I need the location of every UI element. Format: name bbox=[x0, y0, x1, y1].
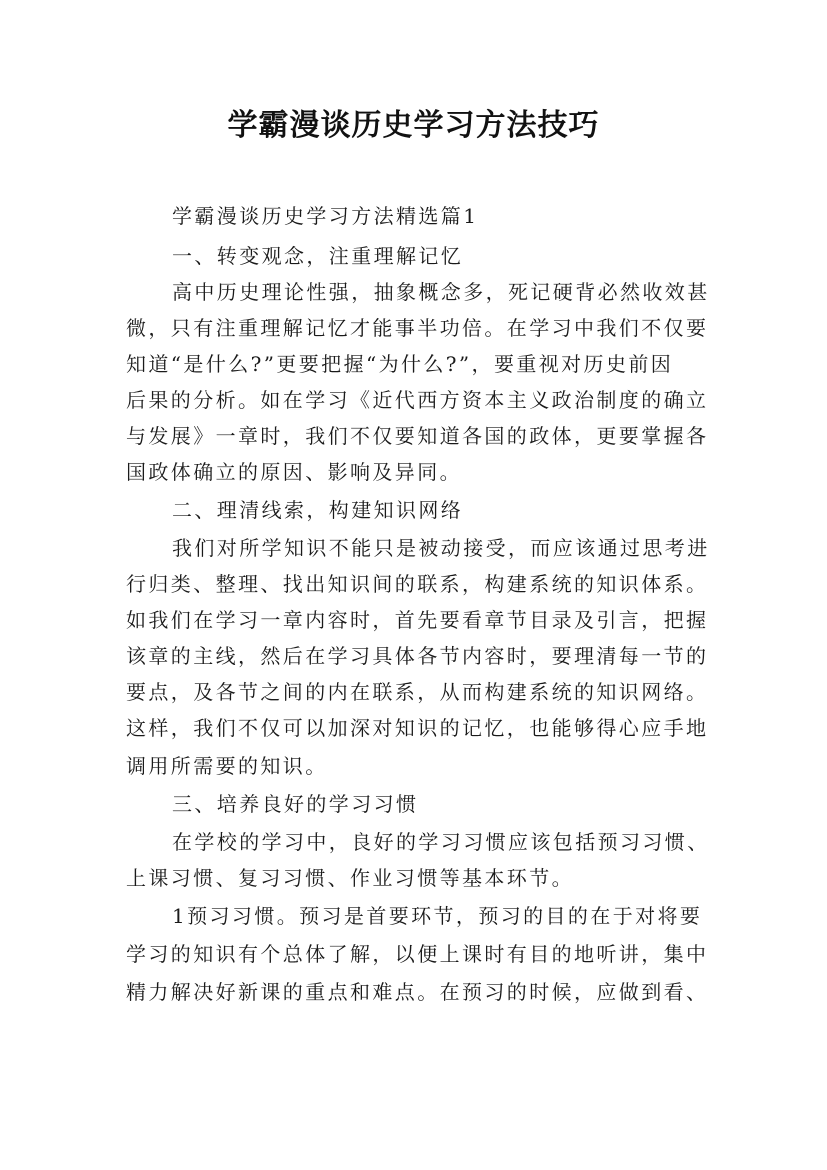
body-line: 如我们在学习一章内容时，首先要看章节目录及引言，把握 bbox=[126, 608, 709, 632]
section-heading: 二、理清线索，构建知识网络 bbox=[172, 498, 464, 522]
body-line: 我们对所学知识不能只是被动接受，而应该通过思考进 bbox=[172, 536, 710, 560]
body-line: 该章的主线，然后在学习具体各节内容时，要理清每一节的 bbox=[126, 644, 709, 668]
body-line: 学霸漫谈历史学习方法精选篇1 bbox=[172, 204, 479, 228]
body-line: 行归类、整理、找出知识间的联系，构建系统的知识体系。 bbox=[126, 572, 709, 596]
body-line: 后果的分析。如在学习《近代西方资本主义政治制度的确立 bbox=[126, 388, 709, 412]
body-line: 知道“是什么?”更要把握“为什么?”，要重视对历史前因 bbox=[126, 352, 674, 376]
body-line: 1预习习惯。预习是首要环节，预习的目的在于对将要 bbox=[172, 904, 703, 928]
document-title: 学霸漫谈历史学习方法技巧 bbox=[227, 108, 600, 143]
section-heading: 三、培养良好的学习习惯 bbox=[172, 792, 419, 816]
body-line: 调用所需要的知识。 bbox=[126, 754, 328, 778]
body-line: 学习的知识有个总体了解，以便上课时有目的地听讲，集中 bbox=[126, 942, 709, 966]
body-line: 微，只有注重理解记忆才能事半功倍。在学习中我们不仅要 bbox=[126, 316, 709, 340]
body-line: 高中历史理论性强，抽象概念多，死记硬背必然收效甚 bbox=[172, 280, 710, 304]
body-line: 这样，我们不仅可以加深对知识的记忆，也能够得心应手地 bbox=[126, 716, 709, 740]
body-line: 精力解决好新课的重点和难点。在预习的时候，应做到看、 bbox=[126, 980, 709, 1004]
section-heading: 一、转变观念，注重理解记忆 bbox=[172, 244, 464, 268]
body-line: 要点，及各节之间的内在联系，从而构建系统的知识网络。 bbox=[126, 680, 709, 704]
body-line: 国政体确立的原因、影响及异同。 bbox=[126, 460, 462, 484]
body-line: 与发展》一章时，我们不仅要知道各国的政体，更要掌握各 bbox=[126, 424, 709, 448]
body-line: 上课习惯、复习习惯、作业习惯等基本环节。 bbox=[126, 866, 574, 890]
body-line: 在学校的学习中，良好的学习习惯应该包括预习习惯、 bbox=[172, 830, 710, 854]
